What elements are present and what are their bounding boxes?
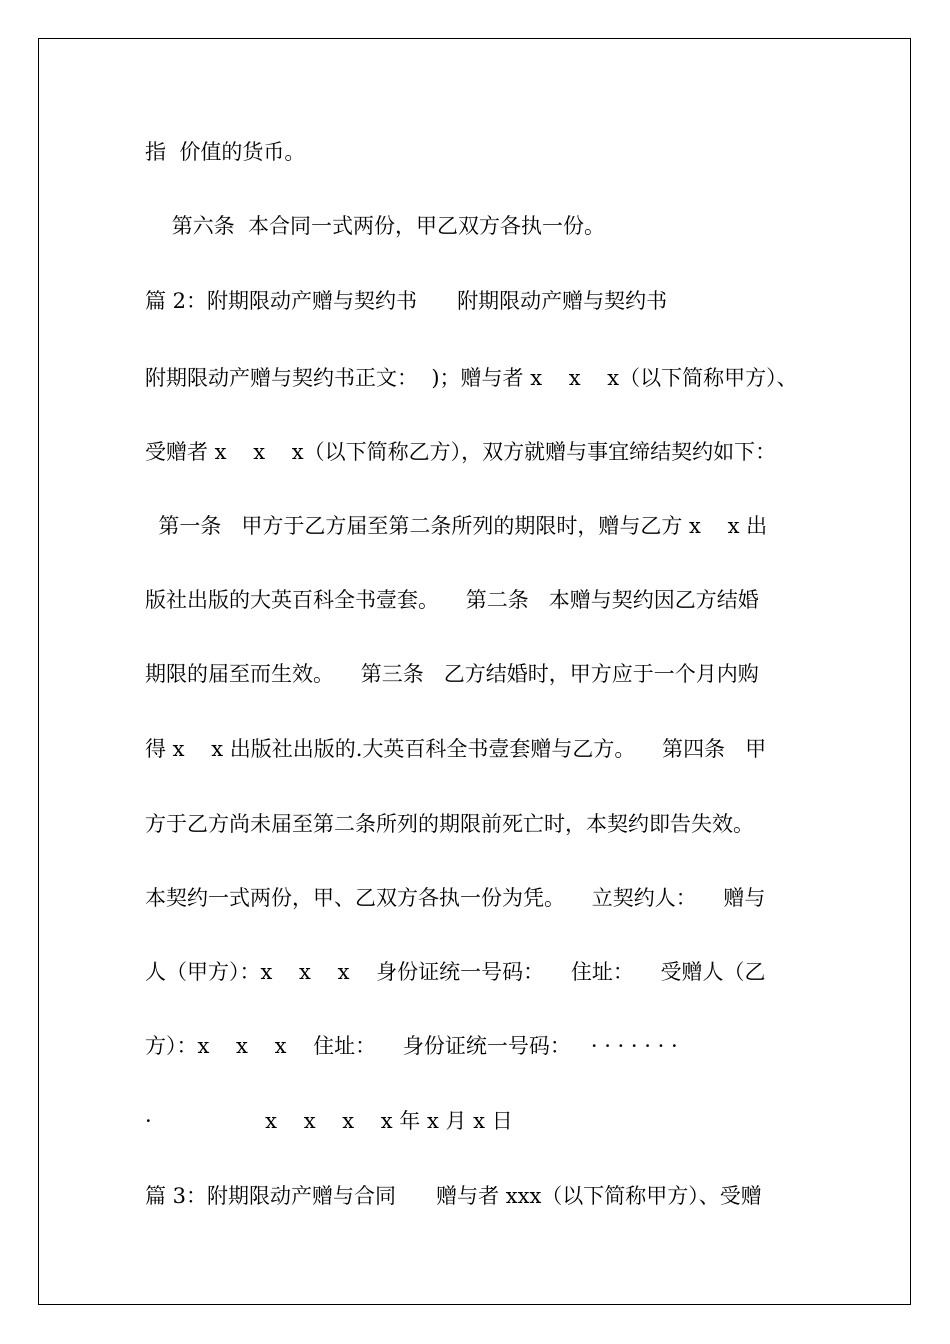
text-line-14: · x x x x 年 x 月 x 日	[145, 1109, 513, 1133]
text-line-1: 指 价值的货币。	[145, 140, 306, 164]
text-line-11: 本契约一式两份，甲、乙双方各执一份为凭。 立契约人： 赠与	[145, 886, 766, 910]
text-line-15: 篇 3：附期限动产赠与合同 赠与者 xxx（以下简称甲方）、受赠	[145, 1184, 762, 1208]
text-line-3: 篇 2：附期限动产赠与契约书 附期限动产赠与契约书	[145, 289, 668, 313]
text-line-4: 附期限动产赠与契约书正文： )；赠与者 x x x（以下简称甲方）、	[145, 366, 798, 390]
text-line-2: 第六条 本合同一式两份，甲乙双方各执一份。	[145, 214, 606, 238]
text-line-6: 第一条 甲方于乙方届至第二条所列的期限时，赠与乙方 x x 出	[145, 514, 768, 538]
text-line-12: 人（甲方）：x x x 身份证统一号码： 住址： 受赠人（乙	[145, 960, 766, 984]
text-line-5: 受赠者 x x x（以下简称乙方），双方就赠与事宜缔结契约如下：	[145, 440, 777, 464]
text-line-7: 版社出版的大英百科全书壹套。 第二条 本赠与契约因乙方结婚	[145, 588, 759, 612]
text-line-9: 得 x x 出版社出版的.大英百科全书壹套赠与乙方。 第四条 甲	[145, 737, 767, 761]
text-line-10: 方于乙方尚未届至第二条所列的期限前死亡时，本契约即告失效。	[145, 812, 754, 836]
text-line-13: 方）：x x x 住址： 身份证统一号码： · · · · · · ·	[145, 1034, 678, 1058]
text-line-8: 期限的届至而生效。 第三条 乙方结婚时，甲方应于一个月内购	[145, 662, 759, 686]
